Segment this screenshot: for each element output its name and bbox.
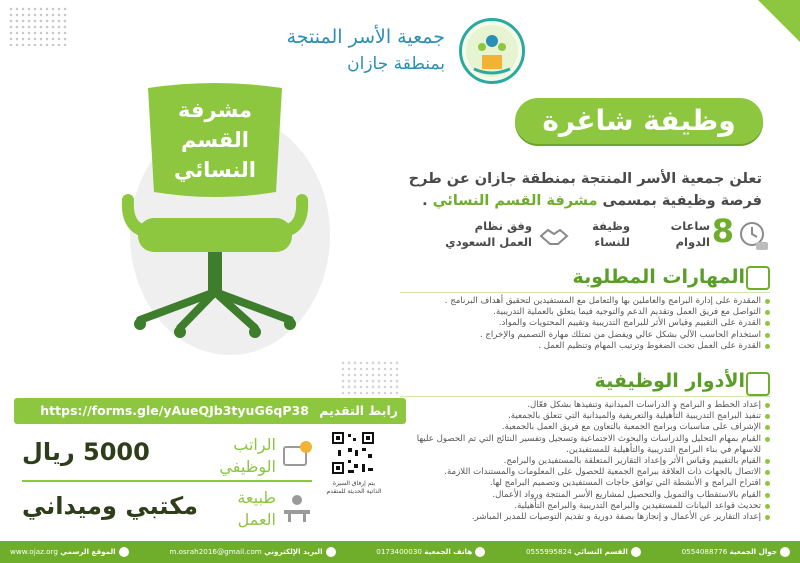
skills-icon	[746, 266, 770, 290]
handshake-icon	[538, 220, 570, 252]
footer-site	[10, 547, 129, 557]
footer-label: القسم النسائي	[573, 547, 628, 556]
list-item: إعداد التقارير عن الأعمال و إنجازها بصفة دورية و تقديم التوصيات للمدير المباشر.	[400, 512, 770, 523]
list-item: الإشراف على مناسبات وبرامج الجمعية بالتعاون مع فريق العمل بالجمعية.	[400, 422, 770, 433]
qr-note: يتم إرفاق السيرة الذاتية الحديثة للمتقدم	[326, 480, 382, 495]
roles-gear-icon	[746, 372, 770, 396]
footer-label: هاتف الجمعية	[424, 547, 473, 556]
chair-title-line: مشرفة	[178, 98, 252, 122]
chair-title-line: النسائي	[173, 158, 257, 182]
work-type-label	[206, 487, 276, 531]
apply-link-bar[interactable]	[14, 398, 406, 424]
hours-label: ساعات	[670, 219, 710, 233]
footer-value[interactable]: m.osrah2016@gmail.com	[169, 547, 262, 556]
salary-icon	[280, 437, 314, 471]
list-item: القيام بالتقييم وقياس الأثر وإعداد التقارير المتعلقة بالمستفيدين والبرامج.	[400, 456, 770, 467]
skills-heading: المهارات المطلوبة	[572, 266, 745, 288]
list-item: إعداد الخطط و البرامج و الدراسات الميدانية وتنفيذها بشكل فعّال.	[400, 400, 770, 411]
list-item: القدرة على العمل تحت الضغوط وترتيب المهام وتنظيم العمل .	[400, 341, 770, 352]
feature-labor-law	[410, 216, 570, 258]
intro-text: فرصة وظيفية بمسمى	[602, 193, 762, 209]
job-features	[410, 212, 770, 258]
intro-job-title: مشرفة القسم النسائي	[432, 193, 598, 209]
women-label: للنساء	[594, 235, 630, 249]
footer-label: الموقع الرسمي	[60, 547, 116, 556]
org-logo	[459, 18, 525, 84]
divider	[400, 396, 770, 397]
job-title-on-chair	[150, 95, 280, 185]
list-item: القيام بمهام التحليل والدراسات والبحوث الاجتماعية وتسجيل وتفسير النتائج التي تم الحصول عليها للاسهام في بناء البرامج التدريبية والتأهيلية للمستفيدين.	[400, 434, 770, 456]
feature-hours	[642, 212, 770, 258]
chair-title-line: القسم	[180, 128, 250, 152]
roles-heading: الأدوار الوظيفية	[594, 370, 745, 392]
list-item: الاتصال بالجهات ذات العلاقة ببرامج الجمعية للحصول على المعلومات والمستندات اللازمة.	[400, 467, 770, 478]
list-item: المقدرة على إدارة البرامج والعاملين بها والتعامل مع المستفيدين لتحقيق أهداف البرنامج .	[400, 296, 770, 307]
footer-womens	[526, 547, 641, 557]
footer-value[interactable]: www.ojaz.org	[10, 547, 58, 556]
contact-footer	[0, 541, 800, 563]
corner-decoration	[758, 0, 800, 42]
vacancy-intro	[362, 168, 762, 212]
org-name: جمعية الأسر المنتجة	[286, 26, 445, 48]
list-item: استخدام الحاسب الآلي بشكل عالي ويفضل من تمتلك مهارة التصميم والإخراج .	[400, 330, 770, 341]
labor-law-label: وفق نظام	[474, 219, 532, 233]
list-item: التواصل مع فريق العمل وتقديم الدعم والتوجيه فيما يتعلق بالعملية التدريبية.	[400, 307, 770, 318]
labor-law-label: العمل السعودي	[445, 235, 532, 249]
footer-value[interactable]: 0173400030	[376, 547, 422, 556]
dot-pattern	[8, 6, 68, 46]
intro-line	[362, 190, 762, 212]
salary-label-line: الوظيفي	[219, 457, 276, 476]
org-logo-block	[265, 18, 525, 88]
footer-phone	[376, 547, 485, 557]
hours-number: 8	[711, 212, 734, 250]
clock-person-icon	[738, 220, 770, 252]
list-item: تنفيذ البرامج التدريبية التأهيلية والتعريفية والميدانية التي تتعلق بالجمعية.	[400, 411, 770, 422]
list-item: القدرة على التقييم وقياس الأثر للبرامج التدريبية وتقييم المحتويات والمواد.	[400, 318, 770, 329]
list-item: تحديث قواعد البيانات للمستفيدين والبرامج التدريبية والبرامج التأهيلية.	[400, 501, 770, 512]
labor-law-text	[445, 218, 532, 250]
vacancy-badge: وظيفة شاغرة	[515, 98, 763, 144]
work-type-label-line: طبيعة	[237, 488, 276, 507]
footer-label: البريد الإلكتروني	[264, 547, 323, 556]
work-type-label-line: العمل	[237, 510, 276, 529]
work-type-value: مكتبي وميداني	[22, 492, 199, 520]
apply-label: رابط التقديم	[319, 403, 398, 418]
divider	[22, 480, 312, 482]
footer-email	[169, 547, 335, 557]
dot-pattern	[340, 360, 400, 400]
hours-label: الدوام	[675, 235, 710, 249]
footer-mobile	[682, 547, 790, 557]
roles-list	[400, 400, 770, 523]
list-item: اقتراح البرامج و الأنشطة التي توافق حاجات المستفيدين وتصميم البرامج لها.	[400, 478, 770, 489]
footer-value[interactable]: 0555995824	[525, 547, 572, 556]
skills-list	[400, 296, 770, 352]
list-item: القيام بالاستقطاب والتمويل والتحصيل لمشاريع الأسر المنتجة ورواد الأعمال.	[400, 490, 770, 501]
salary-label	[210, 434, 276, 478]
salary-value: 5000 ريال	[22, 438, 150, 466]
apply-url[interactable]: https://forms.gle/yAueQJb3tyuG6qP38	[40, 403, 309, 418]
office-desk-icon	[280, 490, 314, 524]
qr-code-icon[interactable]	[330, 430, 376, 476]
hours-text	[671, 218, 710, 250]
intro-line: تعلن جمعية الأسر المنتجة بمنطقة جازان عن طرح	[408, 171, 762, 187]
intro-text: .	[422, 193, 428, 209]
women-text	[592, 218, 630, 250]
women-label: وظيفة	[592, 219, 630, 233]
salary-label-line: الراتب	[233, 435, 276, 454]
divider	[400, 292, 770, 293]
footer-label: جوال الجمعية	[729, 547, 777, 556]
org-region: بمنطقة جازان	[347, 54, 445, 74]
footer-value[interactable]: 0554088776	[681, 547, 728, 556]
